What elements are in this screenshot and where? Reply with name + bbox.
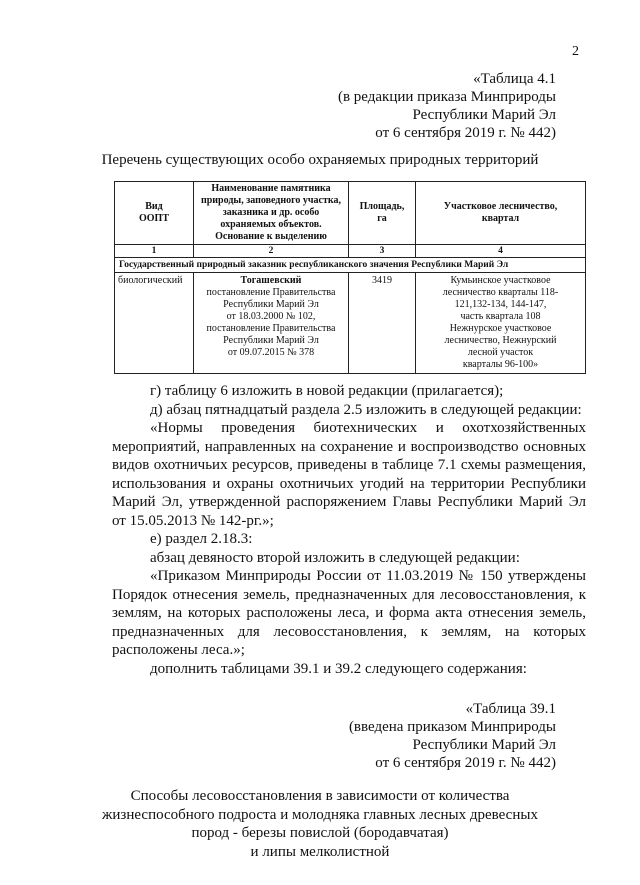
cell-area: 3419 <box>349 273 416 374</box>
amendment-text <box>112 382 586 678</box>
table-39-1-title <box>0 787 640 861</box>
col-header-name: Наименование памятника природы, заповедного участка, заказника и др. особо охраняемых объектов. Основание к выделению <box>194 182 349 245</box>
oopt-table <box>114 181 586 374</box>
col-number: 2 <box>194 245 349 258</box>
header-line: «Таблица 4.1 <box>473 71 556 87</box>
title-line: жизнеспособного подроста и молодняка главных лесных древесных <box>102 806 538 823</box>
title-line: и липы мелколистной <box>250 843 390 860</box>
header-line: Республики Марий Эл <box>412 107 556 123</box>
title-line: Способы лесовосстановления в зависимости от количества <box>130 788 510 804</box>
header-line: (введена приказом Минприроды <box>348 719 556 735</box>
title-line: пород - березы повислой (бородавчатая) <box>191 825 449 841</box>
section-row <box>115 258 586 273</box>
paragraph-d: д) абзац пятнадцатый раздела 2.5 изложить в следующей редакции: <box>150 401 582 418</box>
col-number: 4 <box>416 245 586 258</box>
table-row <box>115 273 586 374</box>
header-line: от 6 сентября 2019 г. № 442) <box>375 125 556 141</box>
paragraph-g: г) таблицу 6 изложить в новой редакции (прилагается); <box>150 383 504 399</box>
paragraph-e2: дополнить таблицами 39.1 и 39.2 следующего содержания: <box>150 660 527 677</box>
reserve-name: Тогашевский <box>240 275 302 286</box>
paragraph-e-quote: «Приказом Минприроды России от 11.03.2019 № 150 утверждены Порядок отнесения земель, предназначенных для лесовосстановления, к землям, на которых расположены леса, и форма акта отнесения земель, предназначенных для лесовосстановления, к землям, на которых расположены леса.»; <box>112 568 586 658</box>
header-line: от 6 сентября 2019 г. № 442) <box>375 755 556 771</box>
col-header-forestry: Участковое лесничество, квартал <box>416 182 586 245</box>
header-line: Республики Марий Эл <box>412 737 556 753</box>
col-header-area: Площадь, га <box>349 182 416 245</box>
col-header-type: Вид ООПТ <box>115 182 194 245</box>
section-title: Государственный природный заказник республиканского значения Республики Марий Эл <box>115 258 586 273</box>
reserve-basis: постановление Правительства Республики Марий Эл от 18.03.2000 № 102, постановление Правительства Республики Марий Эл от 09.07.2015 № 378 <box>206 287 336 358</box>
col-number: 3 <box>349 245 416 258</box>
cell-forestry: Кумьинское участковое лесничество кварталы 118- 121,132-134, 144-147, часть квартала 108 Нежнурское участковое лесничество, Нежнурский лесной участок кварталы 96-100» <box>416 273 586 374</box>
page-number: 2 <box>572 44 579 59</box>
cell-type: биологический <box>115 273 194 374</box>
table-39-1-header <box>349 700 556 772</box>
table-caption: Перечень существующих особо охраняемых природных территорий <box>101 152 539 168</box>
column-number-row <box>115 245 586 258</box>
header-line: «Таблица 39.1 <box>465 701 556 717</box>
header-line: (в редакции приказа Минприроды <box>337 89 556 105</box>
col-number: 1 <box>115 245 194 258</box>
paragraph-d-quote: «Нормы проведения биотехнических и охотхозяйственных мероприятий, направленных на сохранение и воспроизводство основных видов охотничьих ресурсов, приведены в таблице 7.1 схемы размещения, использования и охраны охотничьих угодий на территории Республики Марий Эл, утвержденной распоряжением Главы Республики Марий Эл от 15.05.2013 № 142-рг.»; <box>112 420 586 529</box>
table-header-row <box>115 182 586 245</box>
table-4-1-header <box>338 70 556 142</box>
paragraph-e: е) раздел 2.18.3: <box>150 531 253 547</box>
cell-name <box>194 273 349 374</box>
paragraph-e1: абзац девяносто второй изложить в следующей редакции: <box>150 549 520 566</box>
